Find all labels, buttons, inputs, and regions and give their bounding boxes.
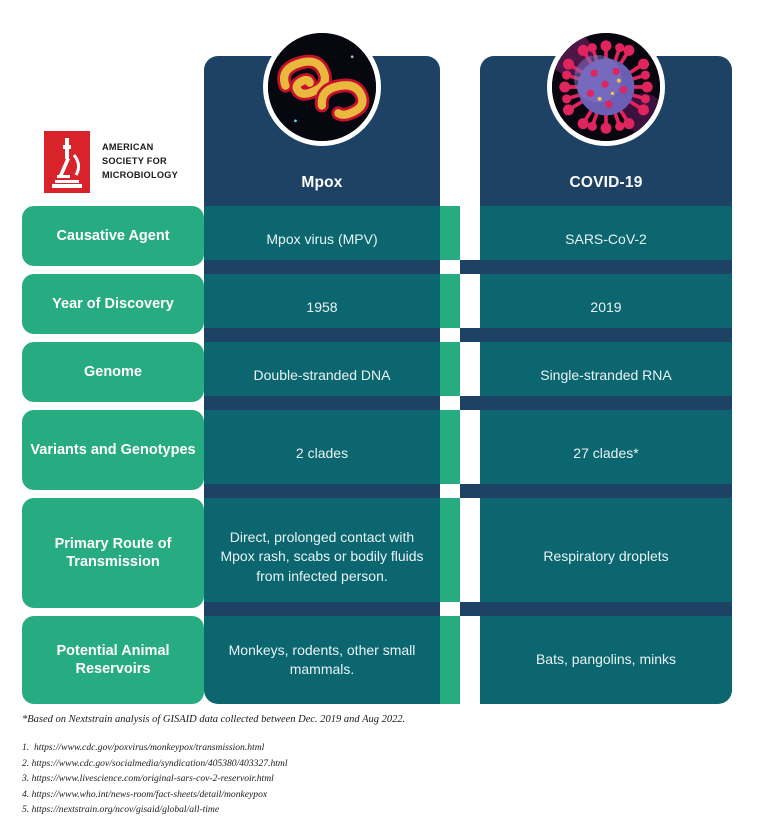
column-divider [440,616,460,704]
column-divider [440,274,460,334]
row-separator-stripe [204,484,732,498]
row-label-6: Potential Animal Reservoirs [22,616,204,704]
covid-virus-image [547,28,665,146]
cell-mpox-5: Direct, prolonged contact with Mpox rash, scabs or bodily fluids from infected person. [204,498,440,616]
microscope-glyph [44,131,90,193]
microscope-icon [44,131,90,193]
reference-item-4: 4. https://www.who.int/news-room/fact-sheets/detail/monkeypox [22,788,268,800]
asm-logo-line-1: AMERICAN [102,142,154,153]
row-separator-stripe [204,396,732,410]
reference-item-3: 3. https://www.livescience.com/original-sars-cov-2-reservoir.html [22,773,274,785]
row-separator-gap [440,602,460,616]
row-separator-gap [440,260,460,274]
mpox-virus-image [263,28,381,146]
cell-covid-4: 27 clades* [480,410,732,498]
row-separator-gap [440,328,460,342]
asm-logo-line-3: MICROBIOLOGY [102,169,178,180]
reference-list [22,740,288,818]
sars-cov-2-illustration-icon [552,33,660,141]
cell-covid-2: 2019 [480,274,732,342]
row-separator-gap [440,484,460,498]
mpox-electron-micrograph-icon [268,33,376,141]
footnote: *Based on Nextstrain analysis of GISAID data collected between Dec. 2019 and Aug 2022. [22,714,406,725]
cell-covid-3: Single-stranded RNA [480,342,732,410]
row-label-2: Year of Discovery [22,274,204,334]
asm-logo-text [102,141,178,182]
row-label-5: Primary Route of Transmission [22,498,204,608]
row-label-1: Causative Agent [22,206,204,266]
row-separator-stripe [204,328,732,342]
row-separator-gap [440,396,460,410]
row-separator-stripe [204,602,732,616]
cell-mpox-4: 2 clades [204,410,440,498]
reference-item-2: 2. https://www.cdc.gov/socialmedia/syndication/405380/403327.html [22,757,288,769]
reference-item-5: 5. https://nextstrain.org/ncov/gisaid/global/all-time [22,804,220,816]
cell-mpox-3: Double-stranded DNA [204,342,440,410]
column-divider [440,206,460,266]
reference-item-1: 1. https://www.cdc.gov/poxvirus/monkeypox/transmission.html [22,742,265,753]
cell-mpox-1: Mpox virus (MPV) [204,206,440,274]
column-title-covid: COVID-19 [569,174,643,191]
cell-covid-6: Bats, pangolins, minks [480,616,732,704]
column-divider [440,342,460,402]
row-label-3: Genome [22,342,204,402]
column-title-mpox: Mpox [301,174,343,191]
asm-logo-line-2: SOCIETY FOR [102,156,167,167]
column-divider [440,410,460,490]
cell-mpox-2: 1958 [204,274,440,342]
cell-covid-1: SARS-CoV-2 [480,206,732,274]
column-divider [440,498,460,608]
row-separator-stripe [204,260,732,274]
asm-logo [44,131,178,193]
row-label-4: Variants and Genotypes [22,410,204,490]
cell-covid-5: Respiratory droplets [480,498,732,616]
cell-mpox-6: Monkeys, rodents, other small mammals. [204,616,440,704]
